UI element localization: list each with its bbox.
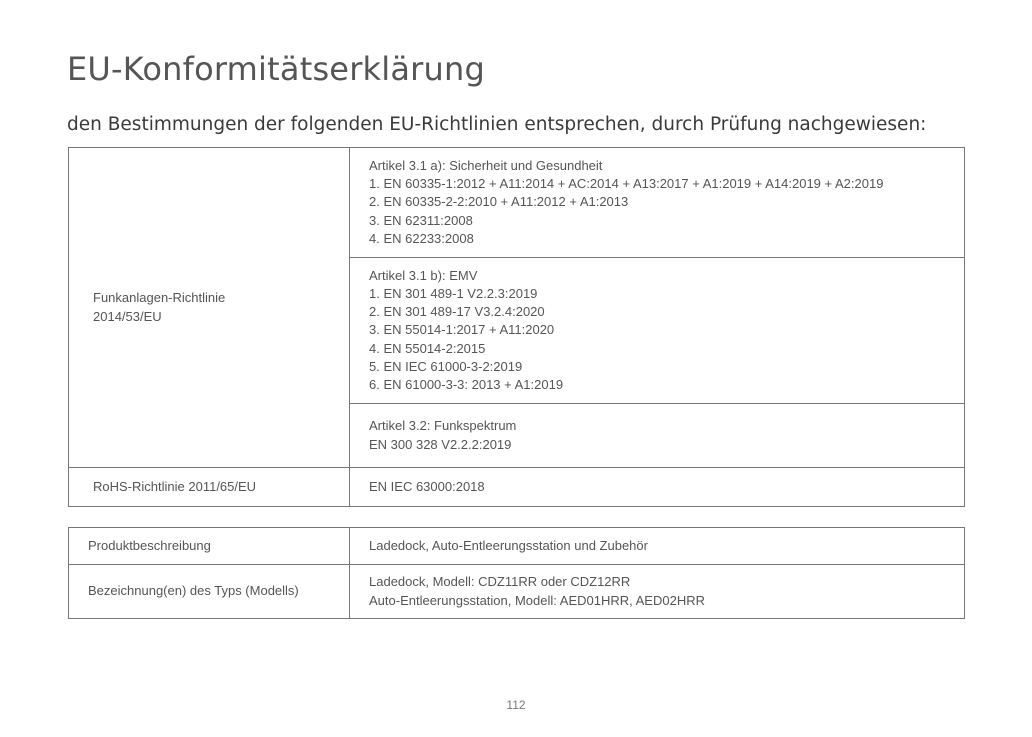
rohs-standard-text: EN IEC 63000:2018	[369, 478, 485, 494]
product-description-value	[350, 528, 965, 565]
emc-cell	[350, 258, 965, 404]
standard-item: 6. EN 61000-3-3: 2013 + A1:2019	[369, 377, 564, 392]
standard-item: 1. EN 301 489-1 V2.2.3:2019	[369, 285, 538, 301]
rohs-label-text: RoHS-Richtlinie 2011/65/EU	[93, 478, 257, 494]
product-description-label	[69, 528, 350, 565]
model-designation-value	[350, 565, 965, 619]
product-description-label-text: Produktbeschreibung	[88, 537, 211, 553]
standard-item: 4. EN 62233:2008	[369, 230, 474, 246]
radio-directive-name: Funkanlagen-Richtlinie	[93, 290, 226, 306]
standard-item: EN 300 328 V2.2.2:2019	[369, 436, 512, 452]
directives-table	[68, 147, 965, 507]
standard-item: 3. EN 55014-1:2017 + A11:2020	[369, 322, 555, 338]
product-description-value-text: Ladedock, Auto-Entleerungsstation und Zubehör	[369, 537, 648, 553]
standard-item: 2. EN 60335-2-2:2010 + A11:2012 + A1:2013	[369, 194, 629, 210]
table-row	[69, 565, 965, 619]
charging-dock-models: Ladedock, Modell: CDZ11RR oder CDZ12RR	[369, 574, 631, 590]
standard-item: 1. EN 60335-1:2012 + A11:2014 + AC:2014 + A13:2017 + A1:2019 + A14:2019 + A2:2019	[369, 176, 884, 192]
page-number: 112	[506, 698, 526, 712]
section-heading: Artikel 3.1 b): EMV	[369, 267, 478, 283]
rohs-directive-label	[69, 468, 350, 507]
table-row	[69, 148, 965, 258]
standard-item: 4. EN 55014-2:2015	[369, 340, 486, 356]
standard-item: 5. EN IEC 61000-3-2:2019	[369, 358, 523, 374]
spectrum-cell	[350, 404, 965, 468]
product-table	[68, 527, 965, 619]
radio-directive-label	[69, 148, 350, 468]
table-row	[69, 468, 965, 507]
page-subtitle: den Bestimmungen der folgenden EU-Richtlinien entsprechen, durch Prüfung nachgewiesen:	[67, 114, 927, 135]
model-designation-label-text: Bezeichnung(en) des Typs (Modells)	[88, 583, 299, 599]
standard-item: 2. EN 301 489-17 V3.2.4:2020	[369, 304, 545, 320]
safety-health-cell	[350, 148, 965, 258]
section-heading: Artikel 3.2: Funkspektrum	[369, 418, 517, 434]
page-title: EU-Konformitätserklärung	[67, 50, 486, 88]
rohs-standard-cell	[350, 468, 965, 507]
standard-item: 3. EN 62311:2008	[369, 212, 473, 228]
model-designation-label	[69, 565, 350, 619]
auto-empty-station-models: Auto-Entleerungsstation, Modell: AED01HRR, AED02HRR	[369, 592, 705, 608]
radio-directive-number: 2014/53/EU	[93, 308, 162, 324]
section-heading: Artikel 3.1 a): Sicherheit und Gesundheit	[369, 157, 603, 173]
table-row	[69, 528, 965, 565]
